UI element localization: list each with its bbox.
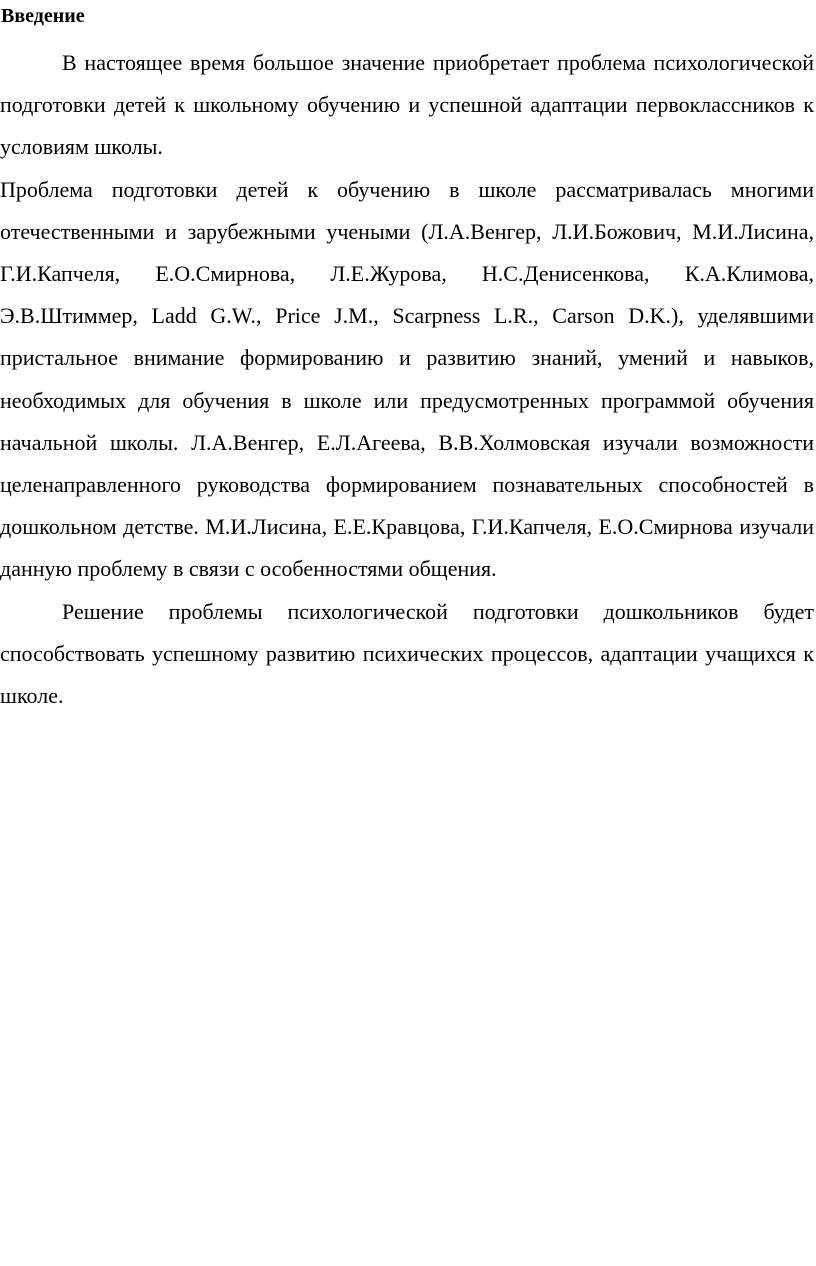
page-title: Введение — [1, 5, 85, 27]
paragraph-conclusion: Решение проблемы психологической подготовки дошкольников будет способствовать успешному развитию психических процессов, адаптации учащихся к школе. — [0, 598, 814, 709]
paragraph-intro: В настоящее время большое значение приобретает проблема психологической подготовки детей к школьному обучению и успешной адаптации первоклассников к условиям школы. — [0, 50, 814, 160]
paragraph-research: Проблема подготовки детей к обучению в школе рассматривалась многими отечественными и зарубежными учеными (Л.А.Венгер, Л.И.Божович, М.И.Лисина, Г.И.Капчеля, Е.О.Смирнова, Л.Е.Журова, Н.С.Денисенкова, К.А.Климова, Э.В.Штиммер, Ladd G.W., Price J.M., Scarpness L.R., Carson D.K.), уделявшими пристальное внимание формированию и развитию знаний, умений и навыков, необходимых для обучения в школе или предусмотренных программой обучения начальной школы. Л.А.Венгер, Е.Л.Агеева, В.В.Холмовская изучали возможности целенаправленного руководства формированием познавательных способностей в дошкольном детстве. М.И.Лисина, Е.Е.Кравцова, Г.И.Капчеля, Е.О.Смирнова изучали данную проблему в связи с особенностями общения. — [0, 176, 814, 582]
document-body — [0, 42, 814, 717]
